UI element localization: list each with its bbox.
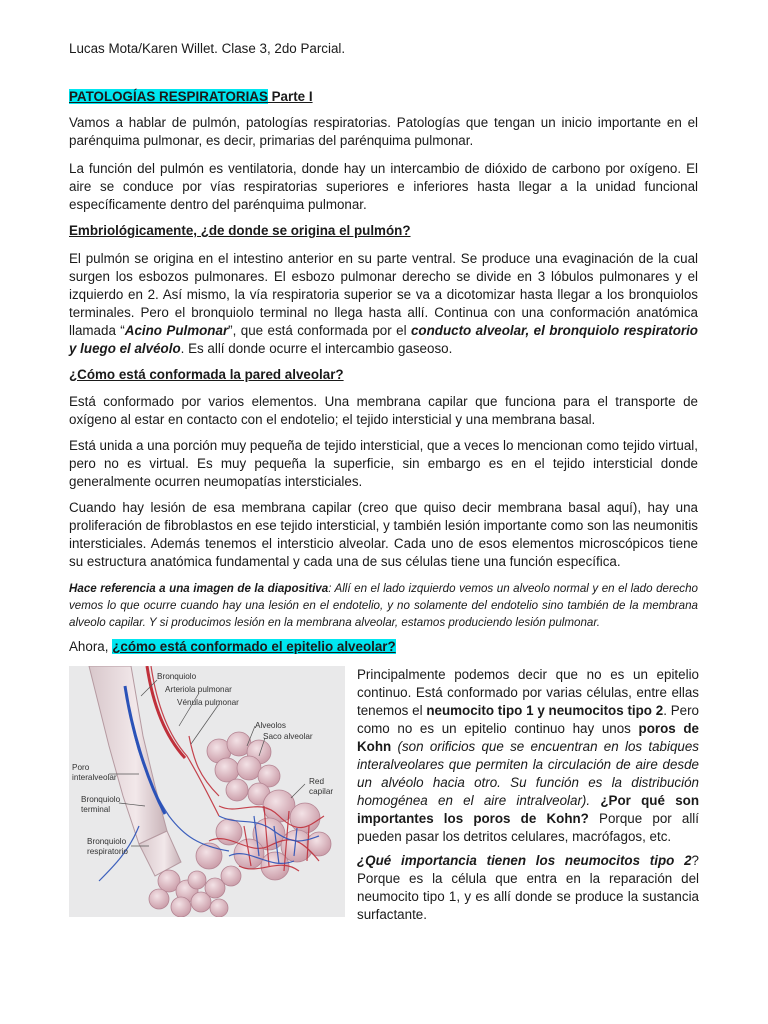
slide-note-text: : Allí en el lado izquierdo vemos un alveolo normal y en el lado derecho vemos lo que ocurre cuando hay una lesión en el endotelio, y no solamente del endotelio sino también de la membrana alveolo capilar. Y si producimos lesión en la membrana alveolar, estamos produciendo lesión pulmonar. xyxy=(69,582,698,629)
label-bronquiolo-terminal-1: Bronquiolo xyxy=(81,795,121,804)
paragraph-function: La función del pulmón es ventilatoria, donde hay un intercambio de dióxido de carbono por oxígeno. El aire se conduce por vías respiratorias superiores e inferiores hasta llegar a la unidad funcional específicamente dentro del parénquima pulmonar. xyxy=(69,161,698,212)
origen-text-a: El pulmón se origina en el intestino anterior en su parte ventral. Se produce una evaginación de la cual surgen los esbozos pulmonares. El esbozo pulmonar derecho se divide en 3 lóbulos pulmonares y el izquierdo en 2. Así mismo, la vía respiratoria superior se va a dicotomizar hasta llegar a los bronquiolos terminales. Pero el bronquiolo terminal no llega hasta allí. Continua con una conformación anatómica llamada “ xyxy=(69,251,698,338)
slide-note-bold: Hace referencia a una imagen de la diapositiva xyxy=(69,582,329,595)
label-alveolos: Alveolos xyxy=(255,721,286,730)
paragraph-intersticio: Está unida a una porción muy pequeña de tejido intersticial, que a veces lo mencionan como tejido virtual, pero no es virtual. Es muy pequeña la superficie, sin embargo es en el tejido intersticial donde generalmente ocurren neumopatías intersticiales. xyxy=(69,438,698,489)
slide-note xyxy=(69,580,698,631)
origen-text-e: . Es allí donde ocurre el intercambio gaseoso. xyxy=(180,341,453,356)
alveolus-drawing xyxy=(69,666,345,917)
label-saco: Saco alveolar xyxy=(263,732,313,741)
alveolus-illustration xyxy=(69,666,345,917)
epitelio-pregunta: ¿Por qué son importantes los poros de Kohn? xyxy=(357,793,699,826)
neumocito-respuesta: ? Porque es la célula que entra en la reparación del neumocito tipo 1, y es allí donde se produce la sustancia surfactante. xyxy=(357,853,699,922)
paragraph-epitelio xyxy=(357,666,699,846)
label-poro: Poro xyxy=(72,763,90,772)
label-bronquiolo: Bronquiolo xyxy=(157,672,197,681)
label-red: Red xyxy=(309,777,325,786)
heading-embriologia-text: Embriológicamente, ¿de donde se origina el pulmón? xyxy=(69,223,411,238)
origen-acino: Acino Pulmonar xyxy=(124,323,229,338)
paragraph-intro: Vamos a hablar de pulmón, patologías respiratorias. Patologías que tengan un inicio importante en el parénquima pulmonar, es decir, primarias del parénquima pulmonar. xyxy=(69,115,698,148)
origen-text-c: ”, que está conformada por el xyxy=(228,323,411,338)
neumocito-pregunta: ¿Qué importancia tienen los neumocitos tipo 2 xyxy=(357,853,692,868)
label-bronquiolo-terminal-2: terminal xyxy=(81,805,111,814)
heading-pared xyxy=(69,366,698,384)
label-arteriola: Arteriola pulmonar xyxy=(165,685,232,694)
heading-embriologia xyxy=(69,222,698,240)
epitelio-definicion: (son orificios que se encuentran en los tabiques interalveolares que permiten la circulación de aire desde un alvéolo hacia otro. Su función es la distribución homogénea en el aire intralveolar). xyxy=(357,739,699,808)
label-interalveolar: interalveolar xyxy=(72,773,117,782)
label-venula: Vénula pulmonar xyxy=(177,698,239,707)
epitelio-neumocitos: neumocito tipo 1 y neumocitos tipo 2 xyxy=(426,703,664,718)
heading-epitelio-question: ¿cómo está conformado el epitelio alveolar? xyxy=(112,639,396,654)
title-part: Parte I xyxy=(267,89,313,104)
paragraph-lesion: Cuando hay lesión de esa membrana capilar (creo que quiso decir membrana basal aquí), hay una proliferación de fibroblastos en ese tejido intersticial, y también lesión importante como son las neumonitis intersticiales. Además tenemos el intersticio alveolar. Cada uno de esos elementos microscópicos tiene su estructura anatómica fundamental y cada una de sus células tiene una función específica. xyxy=(69,500,698,569)
label-capilar: capilar xyxy=(309,787,334,796)
label-bronquiolo-respiratorio-1: Bronquiolo xyxy=(87,837,127,846)
epitelio-text-a: Principalmente podemos decir que no es un epitelio continuo. Está conformado por varias células, entre ellas tenemos el xyxy=(357,667,699,718)
paragraph-neumocito-2 xyxy=(357,852,699,924)
origen-conducto: conducto alveolar, el bronquiolo respiratorio y luego el alvéolo xyxy=(69,323,698,356)
title-main: PATOLOGÍAS RESPIRATORIAS xyxy=(69,89,268,104)
label-bronquiolo-respiratorio-2: respiratorio xyxy=(87,847,128,856)
page-title xyxy=(69,88,698,106)
epitelio-respuesta: Porque por allí pueden pasar los detritos celulares, macrófagos, etc. xyxy=(357,811,700,844)
paragraph-pared: Está conformado por varios elementos. Una membrana capilar que funciona para el transporte de oxígeno al estar en contacto con el endotelio; el tejido intersticial y una membrana basal. xyxy=(69,394,698,427)
heading-epitelio xyxy=(69,638,698,656)
heading-pared-text: ¿Cómo está conformada la pared alveolar? xyxy=(69,367,344,382)
heading-epitelio-lead: Ahora, xyxy=(69,639,113,654)
epitelio-poros: poros de Kohn xyxy=(357,721,699,754)
header-line: Lucas Mota/Karen Willet. Clase 3, 2do Parcial. xyxy=(69,41,346,56)
paragraph-origen xyxy=(69,250,698,358)
epitelio-text-c: . Pero como no es un epitelio continuo hay unos xyxy=(357,703,699,736)
